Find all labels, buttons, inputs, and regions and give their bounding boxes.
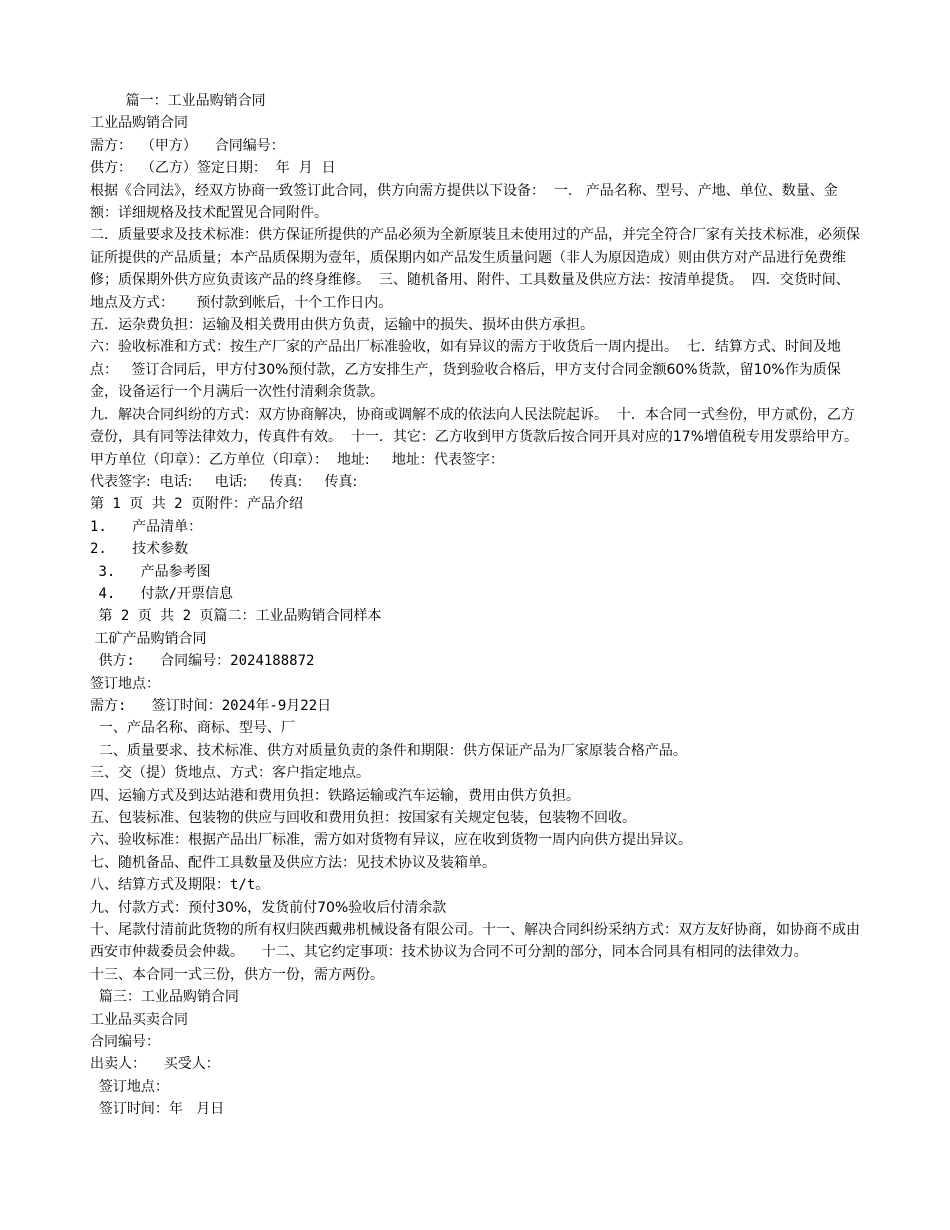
clause: 十三、本合同一式三份，供方一份，需方两份。	[90, 966, 384, 983]
sign-time-line: 签订时间：年 月日	[90, 1101, 225, 1118]
signature-line: 代表签字: 电话: 电话: 传真: 传真:	[90, 473, 358, 490]
document-body	[90, 90, 867, 1121]
clause: 五、包装标准、包装物的供应与回收和费用负担：按国家有关规定包装，包装物不回收。	[90, 810, 636, 826]
paragraph: 二．质量要求及技术标准：供方保证所提供的产品必须为全新原装且未使用过的产品，并完全符合厂家有关技术标准，必须保证所提供的产品质量；本产品质保期为壹年，质保期内如产品发生质量问题（非人为原因造成）则由供方对产品进行免费维修；质保期外供方应负责该产品的终身维修。 三、随机备用、附件、工具数量及供应方法：按清单提货。 四．交货时间、地点及方式： 预付款到帐后，十个工作日内。	[90, 227, 860, 311]
list-item: 3. 产品参考图	[90, 563, 211, 580]
clause: 十、尾款付清前此货物的所有权归陕西戴弗机械设备有限公司。十一、解决合同纠纷采纳方式：双方友好协商，如协商不成由西安市仲裁委员会仲裁。 十二、其它约定事项：技术协议为合同不可分割的部分，同本合同具有相同的法律效力。	[90, 922, 860, 961]
buyer-line: 需方: 签订时间：2024年-9月22日	[90, 697, 332, 714]
supplier-line: 供方: 合同编号：2024188872	[90, 653, 315, 670]
sign-place-line: 签订地点：	[90, 675, 160, 692]
list-item: 2. 技术参数	[90, 541, 189, 558]
contract-number-line: 合同编号：	[90, 1034, 160, 1051]
parties-line: 出卖人： 买受人：	[90, 1056, 220, 1073]
paragraph: 根据《合同法》，经双方协商一致签订此合同，供方向需方提供以下设备： 一. 产品名称、型号、产地、单位、数量、金额：详细规格及技术配置见合同附件。	[90, 182, 838, 222]
contract-title: 工业品买卖合同	[90, 1011, 188, 1028]
paragraph: 六：验收标准和方式：按生产厂家的产品出厂标准验收，如有异议的需方于收货后一周内提出。 七．结算方式、时间及地点： 签订合同后，甲方付30%预付款，乙方安排生产，货到验收合格后，甲方支付合同金额60%货款，留10%作为质保金，设备运行一个月满后一次性付清剩余货款。	[90, 339, 841, 401]
clause: 二、质量要求、技术标准、供方对质量负责的条件和期限：供方保证产品为厂家原装合格产品。	[90, 742, 687, 759]
contract-title: 工业品购销合同	[90, 115, 188, 132]
clause: 三、交（提）货地点、方式：客户指定地点。	[90, 765, 370, 782]
list-item: 1. 产品清单：	[90, 518, 203, 535]
contract-title: 工矿产品购销合同	[90, 630, 207, 647]
clause: 六、验收标准：根据产品出厂标准，需方如对货物有异议，应在收到货物一周内向供方提出异议。	[90, 832, 692, 849]
clause: 四、运输方式及到达站港和费用负担：铁路运输或汽车运输，费用由供方负担。	[90, 787, 580, 804]
clause: 七、随机备品、配件工具数量及供应方法：见技术协议及装箱单。	[90, 854, 496, 871]
clause: 九、付款方式：预付30%，发货前付70%验收后付清余款	[90, 899, 447, 916]
section-heading: 篇一：工业品购销合同	[90, 93, 266, 109]
clause: 一、产品名称、商标、型号、厂	[90, 720, 295, 737]
list-item: 4. 付款/开票信息	[90, 585, 234, 602]
supplier-line: 供方： （乙方）签定日期： 年 月 日	[90, 160, 336, 177]
paragraph: 九．解决合同纠纷的方式：双方协商解决，协商或调解不成的依法向人民法院起诉。 十．本合同一式叁份，甲方贰份，乙方壹份，具有同等法律效力，传真件有效。 十一．其它：乙方收到甲方货款后按合同开具对应的17%增值税专用发票给甲方。 甲方单位（印章）：乙方单位（印章）： 地址: 地址：代表签字：	[90, 406, 867, 468]
section-heading: 篇三：工业品购销合同	[90, 989, 239, 1006]
sign-place-line: 签订地点：	[90, 1078, 169, 1095]
page-footer: 第 2 页 共 2 页篇二：工业品购销合同样本	[90, 608, 382, 625]
page-footer: 第 1 页 共 2 页附件：产品介绍	[90, 496, 304, 513]
paragraph: 五．运杂费负担：运输及相关费用由供方负责，运输中的损失、损坏由供方承担。	[90, 317, 594, 334]
buyer-line: 需方： （甲方） 合同编号：	[90, 137, 285, 154]
clause: 八、结算方式及期限：t/t。	[90, 877, 270, 894]
